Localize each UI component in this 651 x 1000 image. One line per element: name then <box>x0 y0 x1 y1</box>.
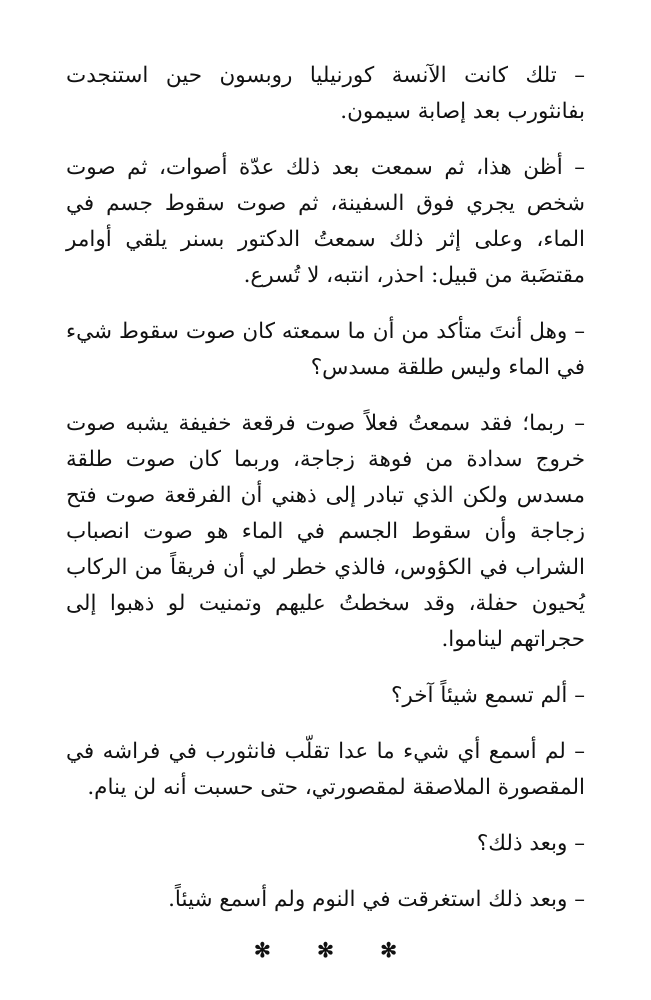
paragraph-6: – لم أسمع أي شيء ما عدا تقلّب فانثورب في فراشه في المقصورة الملاصقة لمقصورتي، حتى حسبت أنه لن ينام. <box>66 739 585 800</box>
paragraph-4: – ربما؛ فقد سمعتُ فعلاً صوت فرقعة خفيفة يشبه صوت خروج سدادة من فوهة زجاجة، وربما كان صوت طلقة مسدس ولكن الذي تبادر إلى ذهني أن الفرقعة صوت فتح زجاجة وأن سقوط الجسم في الماء هو صوت انصباب الشراب في الكؤوس، فالذي خطر لي أن فريقاً من الركاب يُحيون حفلة، وقد سخطتُ عليهم وتمنيت لو ذهبوا إلى حجراتهم ليناموا. <box>66 411 585 652</box>
asterisk-icon: ✻ <box>253 938 291 962</box>
paragraph-8: – وبعد ذلك استغرقت في النوم ولم أسمع شيئاً. <box>168 887 585 912</box>
paragraph-7: – وبعد ذلك؟ <box>476 831 585 856</box>
asterisk-icon: ✻ <box>380 938 417 962</box>
paragraph-1: – تلك كانت الآنسة كورنيليا روبسون حين استنجدت بفانثورب بعد إصابة سيمون. <box>66 63 585 124</box>
paragraph-5: – ألم تسمع شيئاً آخر؟ <box>390 683 585 708</box>
paragraph-2: – أظن هذا، ثم سمعت بعد ذلك عدّة أصوات، ثم صوت شخص يجري فوق السفينة، ثم صوت سقوط جسم في الماء، وعلى إثر ذلك سمعتُ الدكتور بسنر يلقي أوامر مقتضَبة من قبيل: احذر، انتبه، لا تُسرع. <box>66 155 585 288</box>
asterisk-icon: ✻ <box>317 938 354 962</box>
page-text <box>66 58 585 962</box>
section-separator <box>66 938 585 962</box>
paragraph-3: – وهل أنتَ متأكد من أن ما سمعته كان صوت سقوط شيء في الماء وليس طلقة مسدس؟ <box>66 319 585 380</box>
